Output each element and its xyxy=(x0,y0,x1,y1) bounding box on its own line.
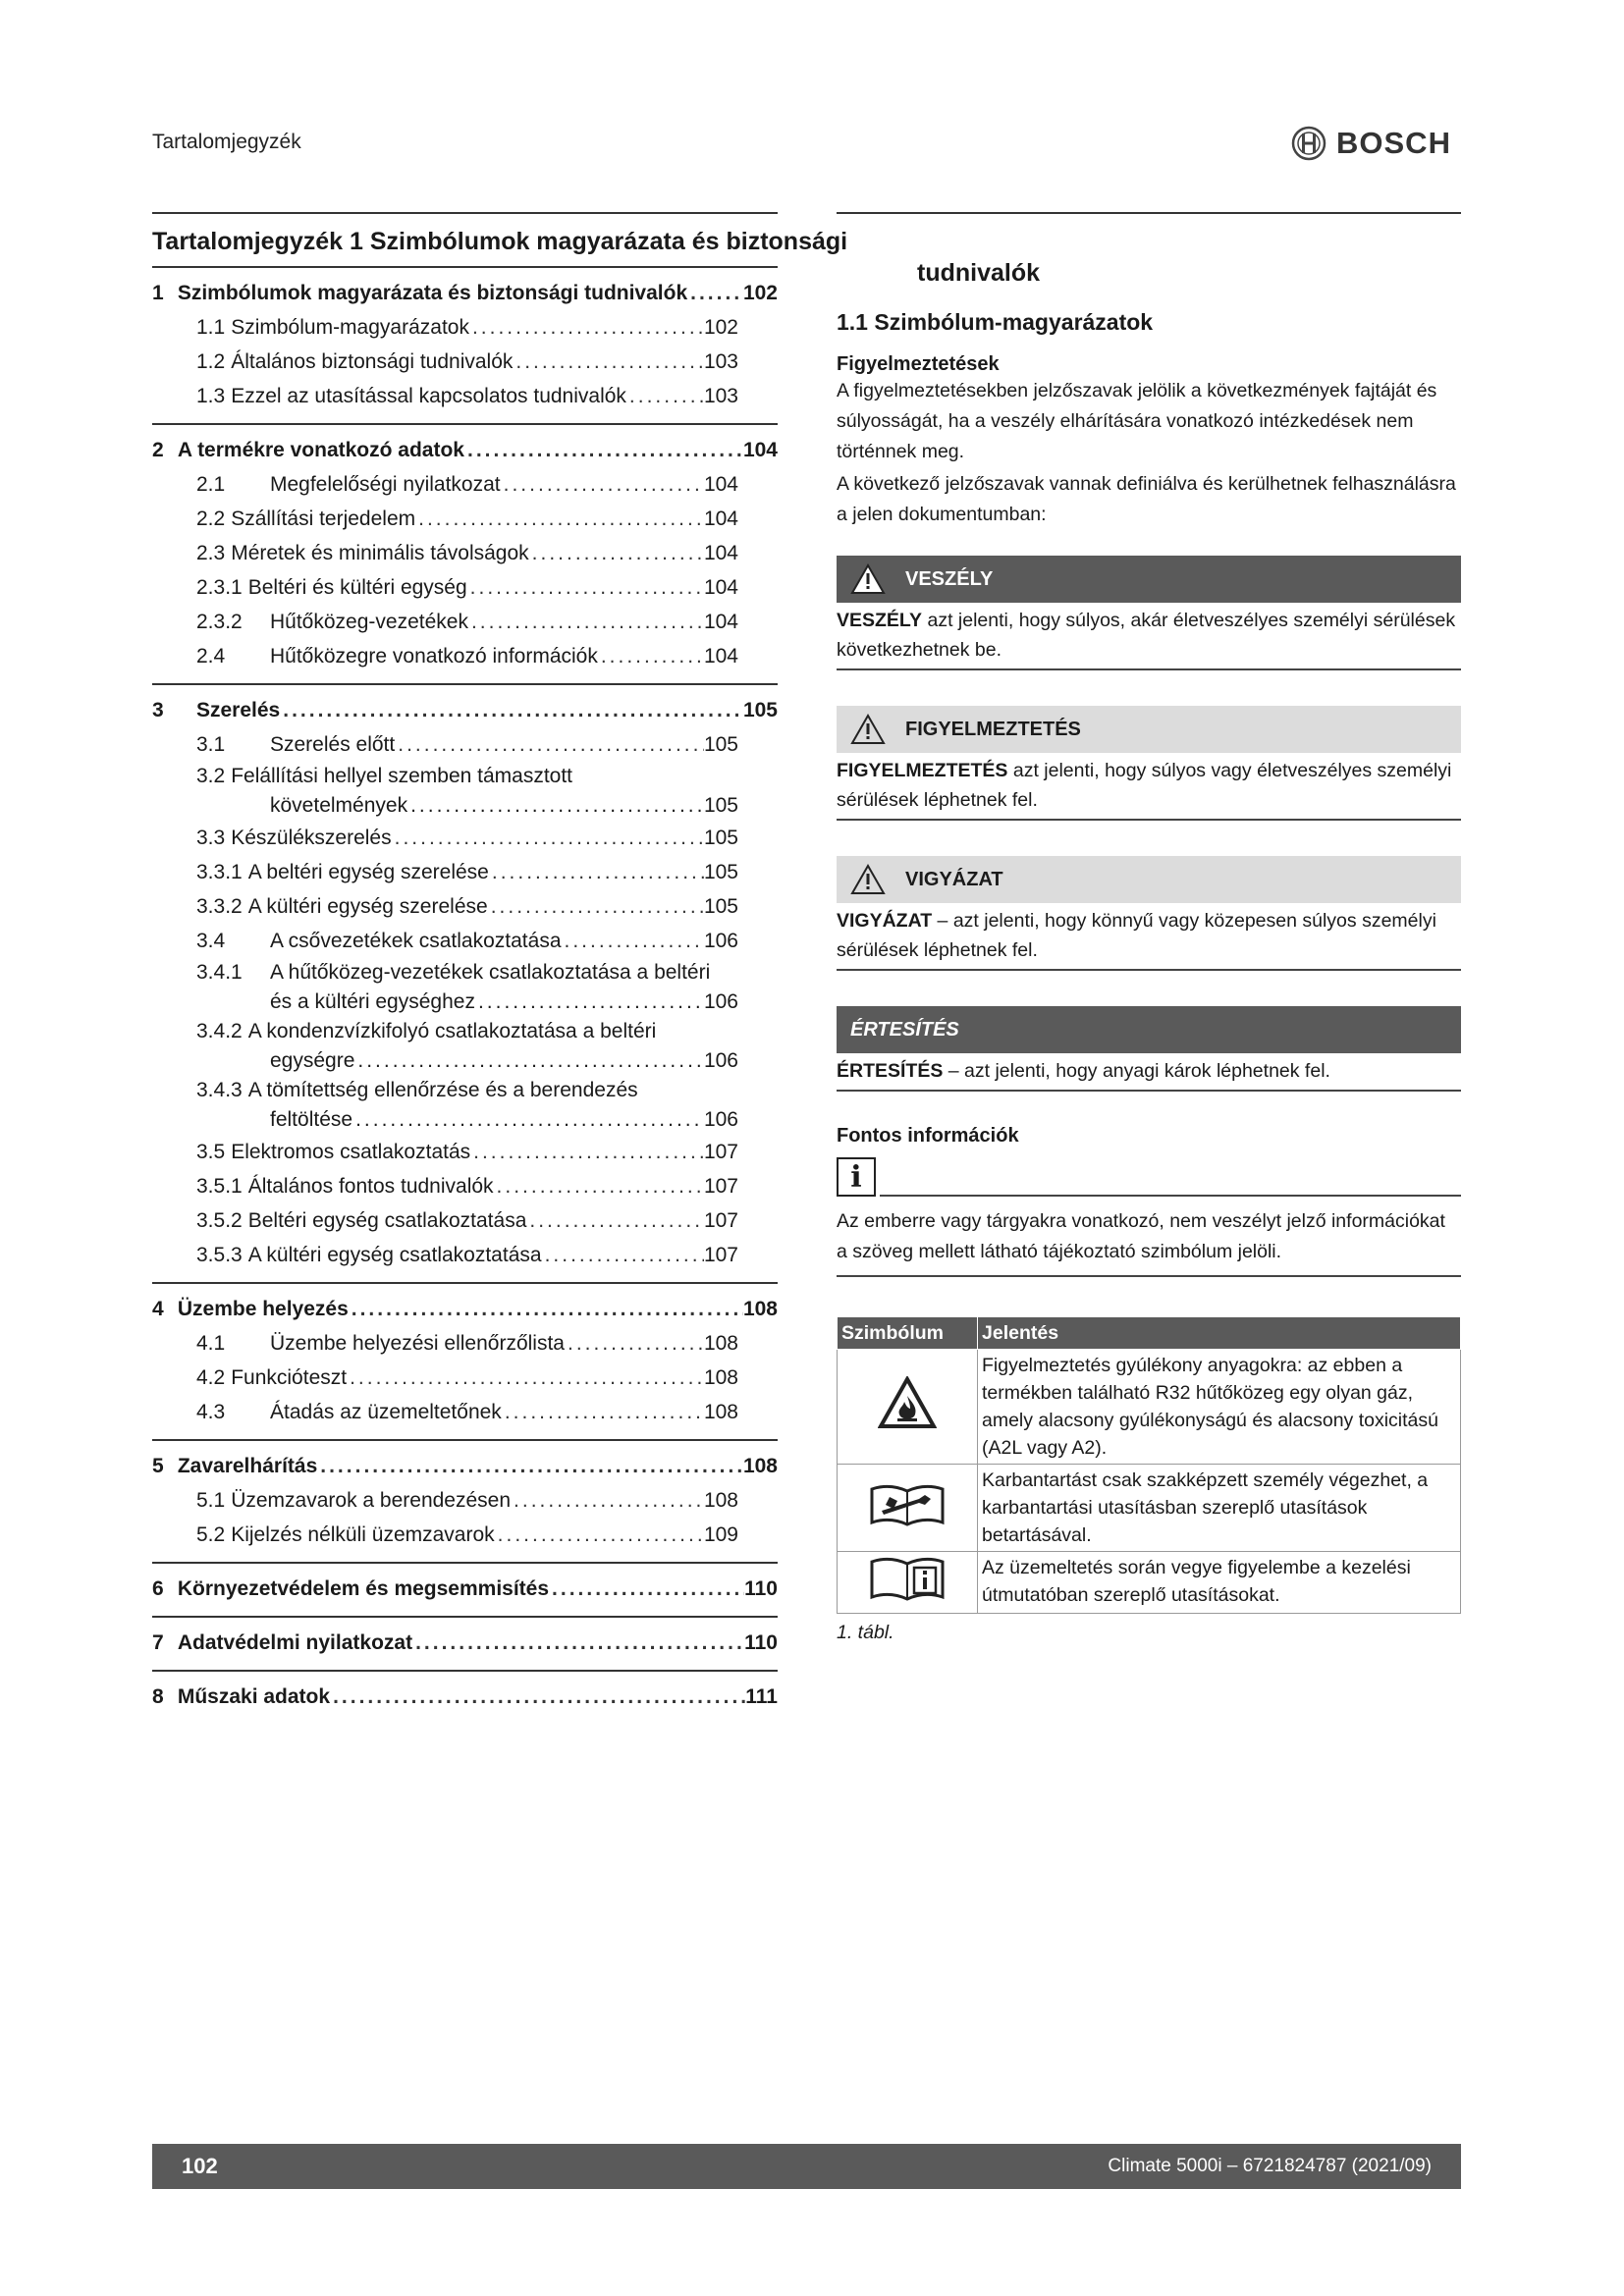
toc-label: Méretek és minimális távolságok xyxy=(231,542,529,564)
toc-page: 109 xyxy=(703,1523,738,1546)
toc-entry[interactable] xyxy=(152,276,778,310)
toc-entry[interactable] xyxy=(152,924,778,958)
toc-label: Üzembe helyezés xyxy=(177,1298,349,1320)
toc-num: 3.3.1 xyxy=(196,861,243,883)
toc-section-3 xyxy=(152,685,778,1284)
toc-page: 106 xyxy=(703,990,738,1013)
toc-section-2 xyxy=(152,425,778,685)
toc-section-1 xyxy=(152,268,778,425)
toc-label: A tömítettség ellenőrzése és a berendezés xyxy=(247,1079,638,1101)
toc-num: 3.5.1 xyxy=(196,1175,243,1198)
toc-entry[interactable] xyxy=(152,1449,778,1483)
toc-num: 3.5 xyxy=(196,1141,226,1163)
toc-entry[interactable] xyxy=(152,693,778,727)
toc-entry[interactable] xyxy=(152,1395,778,1429)
info-icon-row xyxy=(837,1157,1461,1197)
toc-num: 2.4 xyxy=(196,645,226,667)
toc-entry[interactable] xyxy=(152,433,778,467)
toc-num: 2.3.1 xyxy=(196,576,243,599)
toc-page: 105 xyxy=(703,794,738,817)
toc-page: 102 xyxy=(703,316,738,339)
toc-num: 3.4 xyxy=(196,930,226,952)
toc-page: 110 xyxy=(744,1631,778,1654)
toc-num: 3 xyxy=(152,699,164,721)
document-id: Climate 5000i – 6721824787 (2021/09) xyxy=(1108,2156,1432,2176)
toc-entry[interactable] xyxy=(152,310,778,345)
toc-page: 103 xyxy=(703,350,738,373)
toc-page: 104 xyxy=(703,473,738,496)
toc-entry[interactable] xyxy=(152,605,778,639)
toc-num: 4 xyxy=(152,1298,164,1320)
toc-num: 2.2 xyxy=(196,507,226,530)
caution-box xyxy=(837,856,1461,971)
toc-num: 3.4.2 xyxy=(196,1020,243,1042)
warning-triangle-icon xyxy=(850,864,886,895)
info-rule xyxy=(880,1195,1461,1197)
warning-triangle-icon xyxy=(850,714,886,745)
toc-label: Szerelés előtt xyxy=(270,733,396,756)
meaning-cell: Figyelmeztetés gyúlékony anyagokra: az ebben a termékben található R32 hűtőközeg egy olyan gáz, amely alacsony gyúlékonyságú és alacsony toxicitású (A2L vagy A2). xyxy=(978,1350,1461,1465)
toc-label: A kültéri egység csatlakoztatása xyxy=(247,1244,542,1266)
flammable-warning-icon xyxy=(878,1376,937,1429)
toc-page: 108 xyxy=(742,1455,778,1477)
warning-description: azt jelenti, hogy súlyos vagy életveszélyes személyi sérülések léphetnek fel. xyxy=(837,760,1452,811)
toc-entry[interactable] xyxy=(152,570,778,605)
toc-num: 2.3.2 xyxy=(196,611,243,633)
toc-num: 4.3 xyxy=(196,1401,226,1423)
notice-box xyxy=(837,1006,1461,1092)
caution-keyword: VIGYÁZAT xyxy=(837,910,933,932)
table-row xyxy=(838,1552,1461,1614)
toc-num: 2.3 xyxy=(196,542,226,564)
toc-label: Üzemzavarok a berendezésen xyxy=(231,1489,512,1512)
toc-page: 104 xyxy=(742,439,778,461)
symbol-cell xyxy=(838,1465,978,1552)
caution-bar xyxy=(837,856,1461,903)
service-manual-icon xyxy=(868,1479,947,1528)
toc-entry[interactable] xyxy=(152,1361,778,1395)
toc-entry[interactable] xyxy=(152,727,778,762)
toc-label: Környezetvédelem és megsemmisítés xyxy=(177,1577,550,1600)
danger-box xyxy=(837,556,1461,670)
toc-entry[interactable] xyxy=(152,1017,778,1076)
toc-page: 108 xyxy=(703,1366,738,1389)
toc-page: 107 xyxy=(703,1244,738,1266)
toc-entry[interactable] xyxy=(152,379,778,413)
operating-manual-icon xyxy=(868,1554,947,1603)
toc-page: 110 xyxy=(744,1577,778,1600)
toc-label-cont: és a kültéri egységhez xyxy=(270,990,475,1013)
toc-page: 103 xyxy=(703,385,738,407)
table-row xyxy=(838,1350,1461,1465)
warning-label: FIGYELMEZTETÉS xyxy=(905,718,1081,740)
toc-page: 111 xyxy=(745,1685,778,1708)
toc-label: Elektromos csatlakoztatás xyxy=(231,1141,471,1163)
toc-label: Szimbólum-magyarázatok xyxy=(231,316,469,339)
toc-label-cont: egységre xyxy=(270,1049,355,1072)
toc-entry[interactable] xyxy=(152,1076,778,1135)
toc-label: Hűtőközeg-vezetékek xyxy=(270,611,468,633)
toc-label: A beltéri egység szerelése xyxy=(247,861,489,883)
toc-page: 108 xyxy=(703,1489,738,1512)
toc-entry[interactable] xyxy=(152,1483,778,1518)
brand-name: BOSCH xyxy=(1336,126,1451,160)
toc-entry[interactable] xyxy=(152,1292,778,1326)
toc-label: Szállítási terjedelem xyxy=(231,507,416,530)
toc-page: 105 xyxy=(703,827,738,849)
running-header: Tartalomjegyzék xyxy=(152,131,301,153)
danger-label: VESZÉLY xyxy=(905,567,994,590)
warnings-heading: Figyelmeztetések xyxy=(837,353,1000,375)
toc-page: 105 xyxy=(703,733,738,756)
toc-num: 1.3 xyxy=(196,385,226,407)
warnings-paragraph-2: A következő jelzőszavak vannak definiálva és kerülhetnek felhasználásra a jelen dokumentumban: xyxy=(837,473,1456,525)
toc-entry[interactable] xyxy=(152,1572,778,1606)
toc-label: Hűtőközegre vonatkozó információk xyxy=(270,645,598,667)
toc-page: 107 xyxy=(703,1175,738,1198)
toc-page: 104 xyxy=(703,542,738,564)
toc-num: 3.1 xyxy=(196,733,226,756)
notice-text xyxy=(837,1056,1461,1086)
toc-label: Általános biztonsági tudnivalók xyxy=(231,350,514,373)
toc-num: 2.1 xyxy=(196,473,226,496)
toc-num: 6 xyxy=(152,1577,164,1600)
toc-entry[interactable] xyxy=(152,467,778,502)
symbol-cell xyxy=(838,1350,978,1465)
notice-keyword: ÉRTESÍTÉS xyxy=(837,1060,944,1082)
toc-section-6 xyxy=(152,1564,778,1618)
toc-label: A hűtőközeg-vezetékek csatlakoztatása a beltéri xyxy=(270,961,711,984)
toc-num: 5.2 xyxy=(196,1523,226,1546)
toc-label: Műszaki adatok xyxy=(177,1685,331,1708)
toc-entry[interactable] xyxy=(152,1135,778,1169)
table-row xyxy=(838,1465,1461,1552)
toc-num: 8 xyxy=(152,1685,164,1708)
toc-label: A kültéri egység szerelése xyxy=(247,895,488,918)
warning-keyword: FIGYELMEZTETÉS xyxy=(837,760,1008,781)
toc-page: 106 xyxy=(703,1049,738,1072)
page-footer xyxy=(152,2144,1461,2189)
toc-num: 5 xyxy=(152,1455,164,1477)
toc-page: 106 xyxy=(703,1108,738,1131)
warnings-paragraph-1: A figyelmeztetésekben jelzőszavak jelölik a következmények fajtáját és súlyosságát, ha a veszély elhárítására vonatkozó intézkedések nem történnek meg. xyxy=(837,380,1437,462)
toc-section-7 xyxy=(152,1618,778,1672)
meaning-cell: Az üzemeltetés során vegye figyelembe a kezelési útmutatóban szereplő utasításokat. xyxy=(978,1552,1461,1614)
toc-label: Szimbólumok magyarázata és biztonsági tudnivalók xyxy=(177,282,688,304)
toc-label: Beltéri és kültéri egység xyxy=(247,576,467,599)
toc-entry[interactable] xyxy=(152,536,778,570)
warning-bar xyxy=(837,706,1461,753)
toc-entry[interactable] xyxy=(152,1626,778,1660)
toc-label: Kijelzés nélküli üzemzavarok xyxy=(231,1523,495,1546)
toc-label: A termékre vonatkozó adatok xyxy=(177,439,464,461)
caution-text xyxy=(837,906,1461,965)
toc-page: 108 xyxy=(703,1332,738,1355)
toc-page: 106 xyxy=(703,930,738,952)
toc-entry[interactable] xyxy=(152,762,778,821)
toc-num: 3.2 xyxy=(196,765,226,787)
toc-num: 3.3.2 xyxy=(196,895,243,918)
toc-entry[interactable] xyxy=(152,1169,778,1203)
toc-page: 104 xyxy=(703,611,738,633)
toc-page: 107 xyxy=(703,1209,738,1232)
toc-label: Átadás az üzemeltetőnek xyxy=(270,1401,502,1423)
toc-page: 104 xyxy=(703,645,738,667)
caution-description: – azt jelenti, hogy könnyű vagy közepesen súlyos személyi sérülések léphetnek fel. xyxy=(837,910,1436,961)
toc-entry[interactable] xyxy=(152,889,778,924)
warning-triangle-icon xyxy=(850,563,886,595)
notice-description: – azt jelenti, hogy anyagi károk léphetnek fel. xyxy=(943,1060,1330,1082)
toc-entry[interactable] xyxy=(152,958,778,1017)
toc-label: Általános fontos tudnivalók xyxy=(247,1175,494,1198)
toc-label: Adatvédelmi nyilatkozat xyxy=(177,1631,413,1654)
toc-num: 2 xyxy=(152,439,164,461)
page-number: 102 xyxy=(182,2154,218,2178)
toc-label: Készülékszerelés xyxy=(231,827,392,849)
toc-num: 1 xyxy=(152,282,164,304)
toc-label: Megfelelőségi nyilatkozat xyxy=(270,473,501,496)
toc-section-5 xyxy=(152,1441,778,1564)
toc-num: 3.4.3 xyxy=(196,1079,243,1101)
meaning-column-header: Jelentés xyxy=(978,1317,1461,1350)
toc-num: 7 xyxy=(152,1631,164,1654)
toc-page: 108 xyxy=(742,1298,778,1320)
danger-keyword: VESZÉLY xyxy=(837,610,923,631)
toc-label-cont: követelmények xyxy=(270,794,408,817)
toc-num: 3.4.1 xyxy=(196,961,243,984)
toc-num: 5.1 xyxy=(196,1489,226,1512)
notice-bar xyxy=(837,1006,1461,1053)
toc-page: 104 xyxy=(703,576,738,599)
danger-text xyxy=(837,606,1461,665)
safety-column xyxy=(837,212,1461,1644)
meaning-cell: Karbantartást csak szakképzett személy végezhet, a karbantartási utasításban szereplő utasítások betartásával. xyxy=(978,1465,1461,1552)
toc-num: 4.2 xyxy=(196,1366,226,1389)
toc-label: Üzembe helyezési ellenőrzőlista xyxy=(270,1332,565,1355)
toc-heading: Tartalomjegyzék 1 Szimbólumok magyarázata és biztonsági xyxy=(152,212,778,268)
toc-page: 102 xyxy=(742,282,778,304)
info-icon: i xyxy=(837,1157,876,1197)
toc-entry[interactable] xyxy=(152,1203,778,1238)
toc-label: Beltéri egység csatlakoztatása xyxy=(247,1209,527,1232)
toc-page: 105 xyxy=(742,699,778,721)
toc-label: A kondenzvízkifolyó csatlakoztatása a beltéri xyxy=(247,1020,657,1042)
symbol-cell xyxy=(838,1552,978,1614)
toc-num: 4.1 xyxy=(196,1332,226,1355)
subsection-heading: 1.1 Szimbólum-magyarázatok xyxy=(837,309,1154,335)
important-info-heading: Fontos információk xyxy=(837,1125,1019,1147)
toc-entry[interactable] xyxy=(152,639,778,673)
toc-section-8 xyxy=(152,1672,778,1724)
bosch-armature-icon xyxy=(1291,126,1326,161)
toc-entry[interactable] xyxy=(152,502,778,536)
section-title-continued: tudnivalók xyxy=(917,259,1041,287)
toc-entry[interactable] xyxy=(152,821,778,855)
toc-label: Felállítási hellyel szemben támasztott xyxy=(231,765,573,787)
caution-label: VIGYÁZAT xyxy=(905,868,1003,890)
toc-num: 3.3 xyxy=(196,827,226,849)
toc-page: 108 xyxy=(703,1401,738,1423)
toc-entry[interactable] xyxy=(152,1680,778,1714)
toc-num: 1.2 xyxy=(196,350,226,373)
toc-num: 3.5.2 xyxy=(196,1209,243,1232)
danger-bar xyxy=(837,556,1461,603)
toc-label: A csővezetékek csatlakoztatása xyxy=(270,930,562,952)
toc-entry[interactable] xyxy=(152,345,778,379)
toc-label: Ezzel az utasítással kapcsolatos tudnivalók xyxy=(231,385,626,407)
toc-num: 3.5.3 xyxy=(196,1244,243,1266)
toc-page: 105 xyxy=(703,861,738,883)
symbol-column-header: Szimbólum xyxy=(838,1317,978,1350)
toc-page: 105 xyxy=(703,895,738,918)
warning-box xyxy=(837,706,1461,821)
notice-label: ÉRTESÍTÉS xyxy=(850,1018,959,1041)
table-caption: 1. tábl. xyxy=(837,1622,894,1643)
toc-page: 104 xyxy=(703,507,738,530)
toc-label-cont: feltöltése xyxy=(270,1108,353,1131)
warning-text xyxy=(837,756,1461,815)
table-of-contents xyxy=(152,212,848,1724)
toc-label: Szerelés xyxy=(196,699,281,721)
toc-num: 1.1 xyxy=(196,316,226,339)
toc-entry[interactable] xyxy=(152,855,778,889)
toc-entry[interactable] xyxy=(152,1326,778,1361)
toc-label: Zavarelhárítás xyxy=(177,1455,318,1477)
toc-entry[interactable] xyxy=(152,1238,778,1272)
danger-description: azt jelenti, hogy súlyos, akár életveszélyes személyi sérülések következhetnek be. xyxy=(837,610,1456,661)
toc-label: Funkcióteszt xyxy=(231,1366,348,1389)
toc-section-4 xyxy=(152,1284,778,1441)
symbol-table xyxy=(837,1316,1461,1614)
bosch-logo xyxy=(1291,126,1451,161)
important-info-text: Az emberre vagy tárgyakra vonatkozó, nem veszélyt jelző információkat a szöveg mellett látható tájékoztató szimbólum jelöli. xyxy=(837,1206,1461,1277)
toc-page: 107 xyxy=(703,1141,738,1163)
toc-entry[interactable] xyxy=(152,1518,778,1552)
